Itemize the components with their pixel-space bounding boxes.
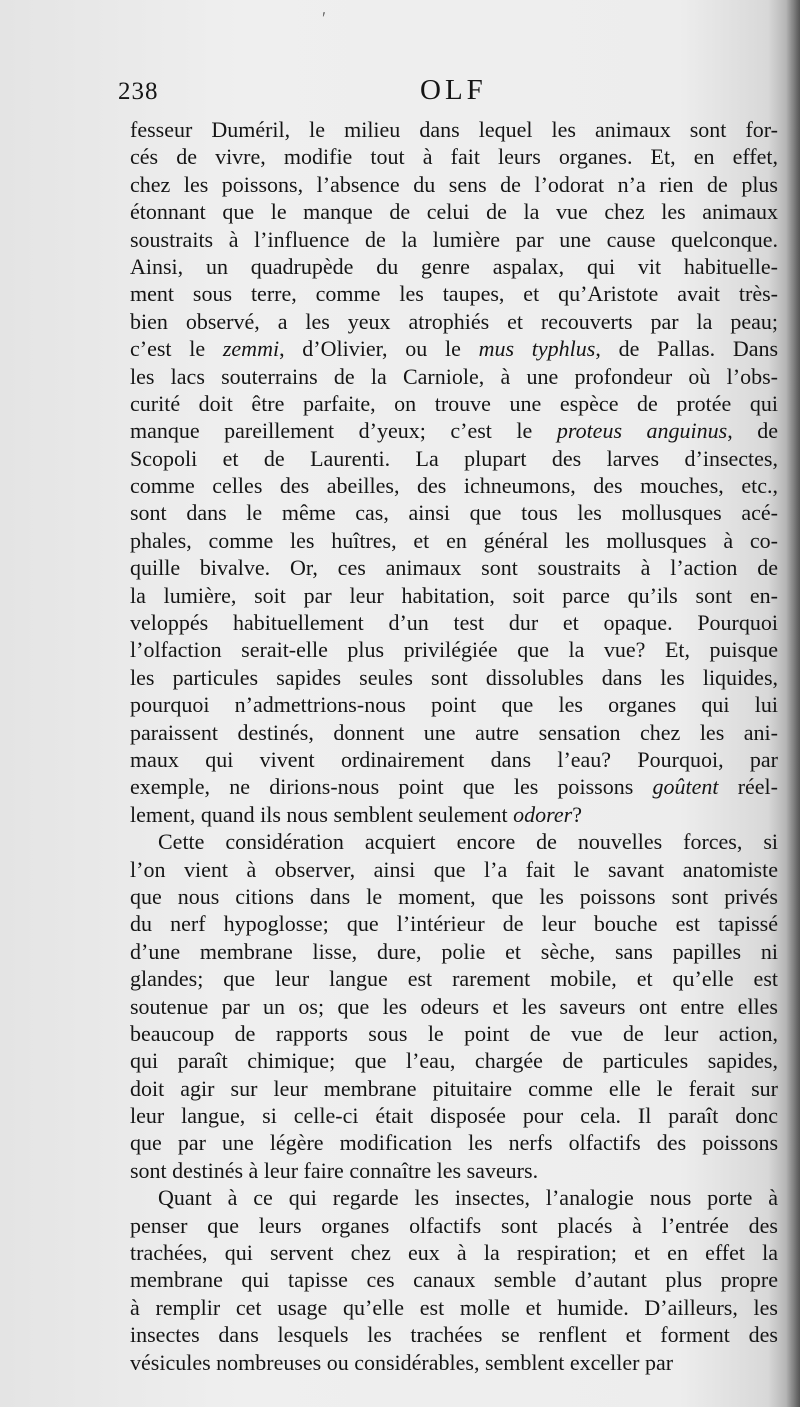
text-line: ment sous terre, comme les taupes, et qu’Aristote avait très- (130, 281, 778, 307)
text-line: l’on vient à observer, ainsi que l’a fait le savant anatomiste (130, 856, 778, 882)
body-text (130, 116, 778, 1376)
text-line: vésicules nombreuses ou considérables, semblent exceller par (130, 1349, 674, 1375)
text-line: curité doit être parfaite, on trouve une espèce de protée qui (130, 390, 778, 416)
text-line: Quant à ce qui regarde les insectes, l’analogie nous porte à (158, 1185, 778, 1211)
text-line: beaucoup de rapports sous le point de vue de leur action, (130, 1020, 778, 1046)
text-line: soustraits à l’influence de la lumière par une cause quelconque. (130, 226, 778, 252)
text-line: sont dans le même cas, ainsi que tous les mollusques acé- (130, 500, 778, 526)
text-line: c’est le zemmi, d’Olivier, ou le mus typhlus, de Pallas. Dans (130, 336, 778, 362)
text-line: Cette considération acquiert encore de nouvelles forces, si (158, 829, 778, 855)
text-line: veloppés habituellement d’un test dur et opaque. Pourquoi (130, 610, 778, 636)
text-line: membrane qui tapisse ces canaux semble d’autant plus propre (130, 1267, 778, 1293)
text-line: fesseur Duméril, le milieu dans lequel les animaux sont for- (130, 117, 778, 142)
text-line: trachées, qui servent chez eux à la respiration; et en effet la (130, 1240, 778, 1266)
text-line: bien observé, a les yeux atrophiés et recouverts par la peau; (130, 308, 778, 334)
text-line: les lacs souterrains de la Carniole, à une profondeur où l’obs- (130, 363, 778, 389)
text-line: étonnant que le manque de celui de la vue chez les animaux (130, 199, 778, 225)
text-line: glandes; que leur langue est rarement mobile, et qu’elle est (130, 966, 778, 992)
text-line: sont destinés à leur faire connaître les saveurs. (130, 1157, 539, 1183)
text-line: leur langue, si celle-ci était disposée pour cela. Il paraît donc (130, 1103, 778, 1129)
text-line: du nerf hypoglosse; que l’intérieur de leur bouche est tapissé (130, 911, 778, 937)
text-line: d’une membrane lisse, dure, polie et sèche, sans papilles ni (130, 938, 778, 964)
text-line: Scopoli et de Laurenti. La plupart des larves d’insectes, (130, 445, 778, 471)
text-line: manque pareillement d’yeux; c’est le proteus anguinus, de (130, 418, 778, 444)
page-number: 238 (118, 78, 159, 105)
page-edge-shadow (786, 0, 800, 1407)
text-line: quille bivalve. Or, ces animaux sont soustraits à l’action de (130, 555, 778, 581)
text-line: pourquoi n’admettrions-nous point que les organes qui lui (130, 692, 778, 718)
page-header (118, 72, 738, 112)
text-line: à remplir cet usage qu’elle est molle et humide. D’ailleurs, les (130, 1294, 778, 1320)
text-line: les particules sapides seules sont dissolubles dans les liquides, (130, 664, 778, 690)
text-line: soutenue par un os; que les odeurs et les saveurs ont entre elles (130, 993, 778, 1019)
text-line: la lumière, soit par leur habitation, soit parce qu’ils sont en- (130, 582, 778, 608)
text-line: exemple, ne dirions-nous point que les poissons goûtent réel- (130, 774, 778, 800)
text-line: maux qui vivent ordinairement dans l’eau? Pourquoi, par (130, 746, 778, 772)
text-line: que par une légère modification les nerfs olfactifs des poissons (130, 1130, 778, 1156)
text-line: chez les poissons, l’absence du sens de l’odorat n’a rien de plus (130, 171, 778, 197)
text-line: lement, quand ils nous semblent seulement odorer? (130, 801, 582, 827)
text-line: insectes dans lesquels les trachées se renflent et forment des (130, 1322, 778, 1348)
running-head: OLF (420, 74, 487, 106)
text-line: phales, comme les huîtres, et en général les mollusques à co- (130, 527, 778, 553)
text-line: l’olfaction serait-elle plus privilégiée que la vue? Et, puisque (130, 637, 778, 663)
text-line: doit agir sur leur membrane pituitaire comme elle le ferait sur (130, 1075, 778, 1101)
text-line: comme celles des abeilles, des ichneumons, des mouches, etc., (130, 473, 778, 499)
text-line: Ainsi, un quadrupède du genre aspalax, qui vit habituelle- (130, 253, 778, 279)
text-line: cés de vivre, modifie tout à fait leurs organes. Et, en effet, (130, 144, 778, 170)
text-line: paraissent destinés, donnent une autre sensation chez les ani- (130, 719, 778, 745)
text-line: penser que leurs organes olfactifs sont placés à l’entrée des (130, 1212, 778, 1238)
scan-speck: ʹ (322, 8, 326, 28)
text-line: qui paraît chimique; que l’eau, chargée de particules sapides, (130, 1048, 778, 1074)
text-line: que nous citions dans le moment, que les poissons sont privés (130, 883, 778, 909)
